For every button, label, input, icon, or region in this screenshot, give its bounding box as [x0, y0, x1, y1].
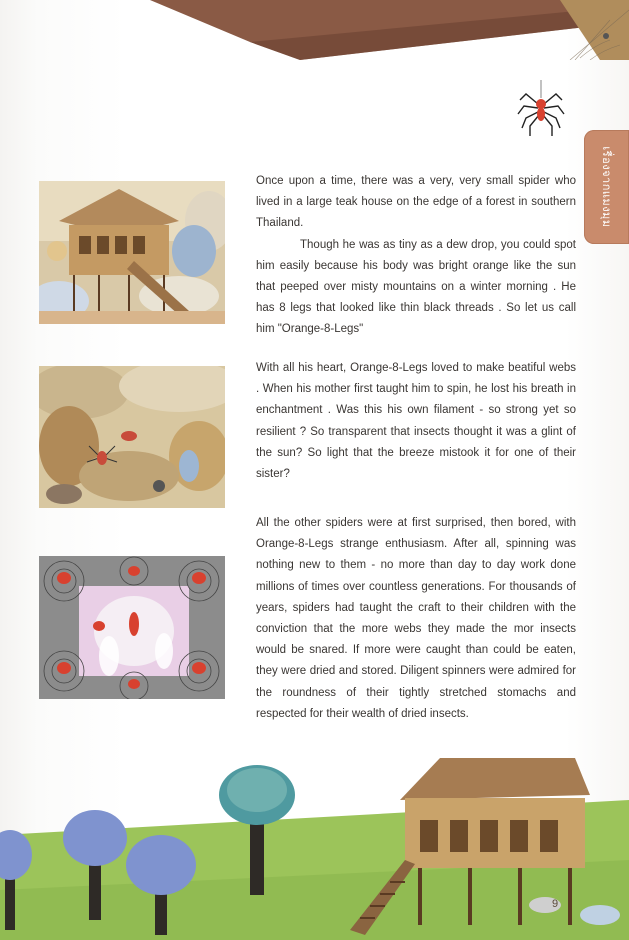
- page-number: 9: [552, 898, 559, 910]
- story-text-1a: Once upon a time, there was a very, very small spider who lived in a large teak house on the edge of a forest in southern Thailand.: [256, 175, 576, 230]
- chapter-tab-label: เรื่องจากแมงมุม: [599, 146, 612, 228]
- story-text-1b: Though he was as tiny as a dew drop, you could spot him easily because his body was bright orange like the sun that peeped over misty mountains on a winter morning . He has 8 legs that looked like thin black threads . So let us call him "Orange-8-Legs": [256, 238, 576, 336]
- chapter-tab[interactable]: [584, 130, 629, 244]
- illustration-teak-house: [39, 181, 225, 324]
- story-paragraph-3: [256, 513, 576, 725]
- landscape-illustration: [0, 740, 629, 940]
- illustration-spiders-webs: [39, 556, 225, 699]
- story-text-2: With all his heart, Orange-8-Legs loved to make beatiful webs . When his mother first taught him to spin, he lost his breath in enchantment . Was this his own filament - so strong yet so resilient ? So transparent that insects thought it was a glint of the sun? So light that the breeze mistook it for one of their sister?: [256, 362, 576, 481]
- illustration-spider-forest: [39, 366, 225, 508]
- wooden-beam-decoration: [0, 0, 629, 60]
- story-paragraph-2: [256, 358, 576, 485]
- story-text-3: All the other spiders were at first surprised, then bored, with Orange-8-Legs strange enthusiasm. After all, spinning was nothing new to them - no more than day to day work done millions of times over countless generations. For thousands of years, spiders had taught the craft to their children with the conviction that the more webs they made the mor insects would be snared. If more were caught than could be eaten, they were dried and stored. Diligent spinners were admired for the roundness of their tightly stretched stomachs and respected for their wealth of dried insects.: [256, 517, 576, 720]
- spider-icon: [516, 80, 566, 140]
- story-paragraph-1: [256, 171, 576, 341]
